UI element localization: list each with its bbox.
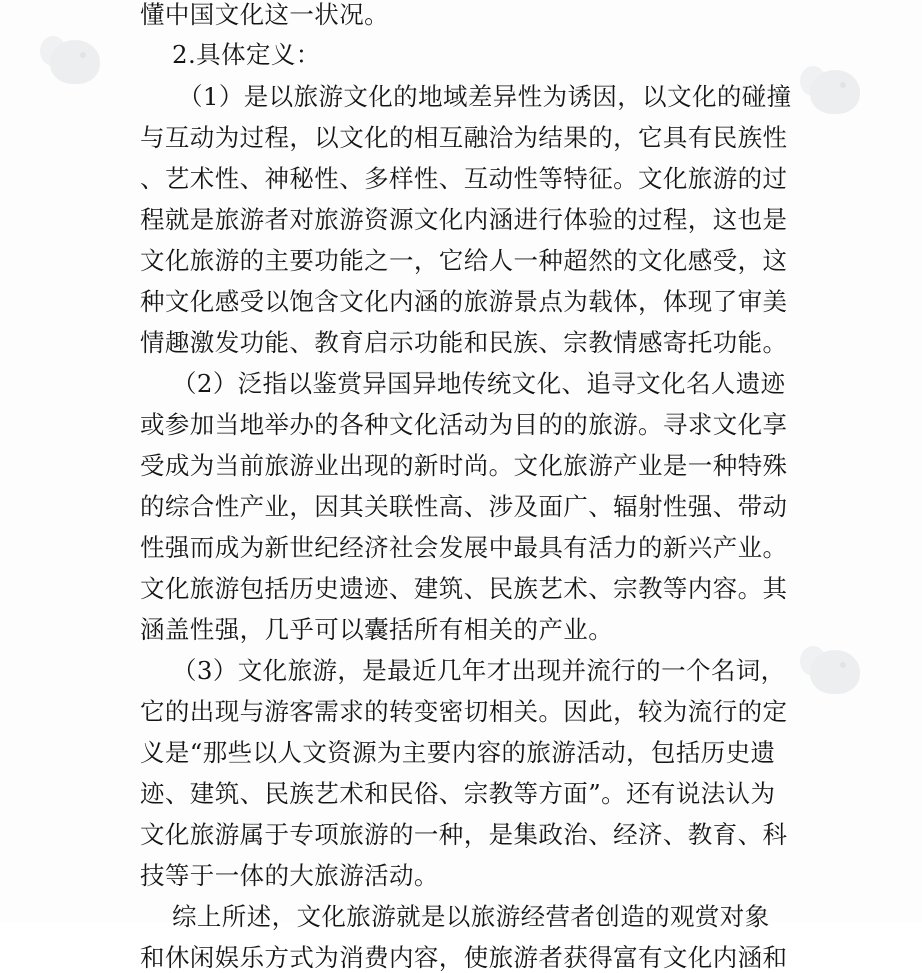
elephant-watermark-icon — [800, 60, 870, 122]
text-line: 和休闲娱乐方式为消费内容，使旅游者获得富有文化内涵和 — [140, 943, 788, 972]
text-line: 懂中国文化这一状况。 — [140, 0, 389, 29]
text-line: 程就是旅游者对旅游资源文化内涵进行体验的过程，这也是 — [140, 205, 788, 234]
text-line: 迹、建筑、民族艺术和民俗、宗教等方面”。还有说法认为 — [140, 779, 776, 808]
text-line: 受成为当前旅游业出现的新时尚。文化旅游产业是一种特殊 — [140, 451, 788, 480]
section-heading: 2.具体定义： — [172, 40, 321, 69]
text-line: 它的出现与游客需求的转变密切相关。因此，较为流行的定 — [140, 697, 788, 726]
text-line: （2）泛指以鉴赏异国异地传统文化、追寻文化名人遗迹 — [172, 369, 786, 398]
text-line: 种文化感受以饱含文化内涵的旅游景点为载体，体现了审美 — [140, 287, 788, 316]
text-line: 、艺术性、神秘性、多样性、互动性等特征。文化旅游的过 — [140, 164, 788, 193]
text-line: 综上所述，文化旅游就是以旅游经营者创造的观赏对象 — [172, 902, 770, 931]
elephant-watermark-icon — [800, 640, 870, 702]
text-line: 涵盖性强，几乎可以囊括所有相关的产业。 — [140, 615, 614, 644]
text-line: 文化旅游属于专项旅游的一种，是集政治、经济、教育、科 — [140, 820, 788, 849]
text-line: 文化旅游的主要功能之一，它给人一种超然的文化感受，这 — [140, 246, 788, 275]
text-line: 或参加当地举办的各种文化活动为目的的旅游。寻求文化享 — [140, 410, 788, 439]
text-line: 的综合性产业，因其关联性高、涉及面广、辐射性强、带动 — [140, 492, 788, 521]
elephant-watermark-icon — [40, 30, 110, 92]
text-line: 技等于一体的大旅游活动。 — [140, 861, 439, 890]
text-line: 情趣激发功能、教育启示功能和民族、宗教情感寄托功能。 — [140, 328, 788, 357]
text-line: （1）是以旅游文化的地域差异性为诱因，以文化的碰撞 — [178, 82, 792, 111]
text-line: 义是“那些以人文资源为主要内容的旅游活动，包括历史遗 — [140, 738, 776, 767]
text-line: 文化旅游包括历史遗迹、建筑、民族艺术、宗教等内容。其 — [140, 574, 788, 603]
text-line: 与互动为过程，以文化的相互融洽为结果的，它具有民族性 — [140, 123, 788, 152]
text-line: 性强而成为新世纪经济社会发展中最具有活力的新兴产业。 — [140, 533, 788, 562]
text-line: （3）文化旅游，是最近几年才出现并流行的一个名词， — [172, 656, 786, 685]
